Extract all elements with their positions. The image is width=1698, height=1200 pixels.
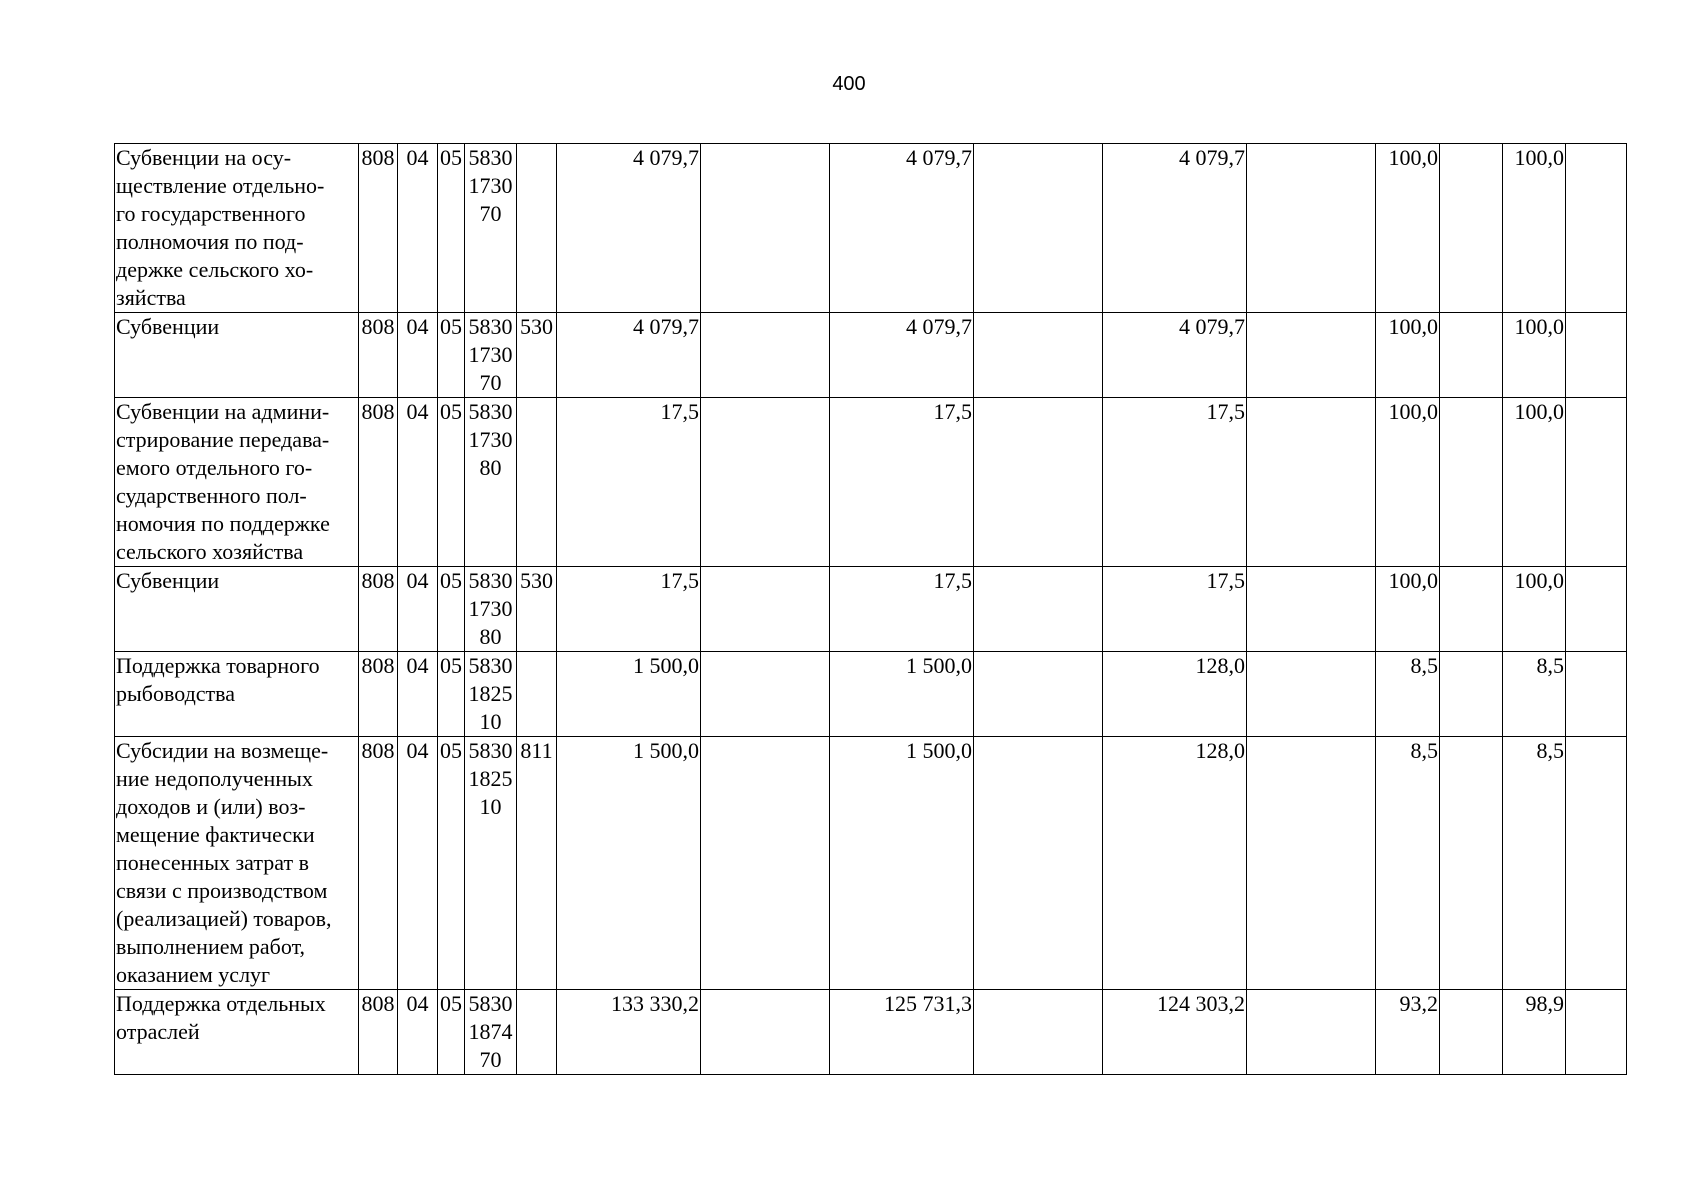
row-gr-code: 808 [359,398,398,567]
row-percent-1: 8,5 [1376,652,1440,737]
row-percent-2: 100,0 [1503,313,1566,398]
row-name-line: Субвенции на осу- [116,145,292,170]
row-empty-3 [1247,567,1376,652]
row-value-3: 4 079,7 [1103,313,1247,398]
row-gr-code: 808 [359,144,398,313]
row-empty-1 [701,313,830,398]
row-name-line: зяйства [116,285,186,310]
csr-code-part: 70 [479,1047,502,1072]
row-empty-4 [1440,990,1503,1075]
row-value-3: 128,0 [1103,652,1247,737]
row-empty-5 [1566,990,1627,1075]
row-percent-1: 100,0 [1376,567,1440,652]
row-csr-code [465,567,517,652]
row-csr-code [465,990,517,1075]
row-empty-3 [1247,737,1376,990]
row-value-2: 1 500,0 [830,737,974,990]
row-rz-code: 04 [398,737,438,990]
row-percent-1: 93,2 [1376,990,1440,1075]
table-row [115,990,1627,1075]
row-empty-5 [1566,652,1627,737]
csr-code-part: 10 [479,709,502,734]
row-empty-4 [1440,567,1503,652]
row-vr-code: 811 [517,737,557,990]
csr-code-part: 1730 [468,342,513,367]
row-empty-2 [974,144,1103,313]
row-empty-3 [1247,144,1376,313]
row-gr-code: 808 [359,652,398,737]
csr-code-part: 1730 [468,596,513,621]
table-row [115,567,1627,652]
row-name-line: полномочия по под- [116,229,304,254]
row-pr-code: 05 [438,567,465,652]
csr-code-part: 80 [479,624,502,649]
row-value-3: 124 303,2 [1103,990,1247,1075]
row-csr-code [465,737,517,990]
row-vr-code [517,144,557,313]
row-percent-2: 98,9 [1503,990,1566,1075]
row-rz-code: 04 [398,990,438,1075]
row-empty-1 [701,737,830,990]
csr-code-part: 1730 [468,173,513,198]
row-name-line: держке сельского хо- [116,257,314,282]
row-name-line: отраслей [116,1019,200,1044]
row-vr-code: 530 [517,313,557,398]
row-name-line: Поддержка отдельных [116,991,326,1016]
budget-table [114,143,1627,1075]
row-rz-code: 04 [398,144,438,313]
row-name-line: рыбоводства [116,681,236,706]
row-name-line: Субвенции [116,568,220,593]
row-value-2: 4 079,7 [830,144,974,313]
row-name-line: сельского хозяйства [116,539,304,564]
row-csr-code [465,144,517,313]
page-number: 400 [832,73,866,95]
row-name-line: го государственного [116,201,306,226]
row-empty-5 [1566,144,1627,313]
row-name-line: Субсидии на возмеще- [116,738,329,763]
row-pr-code: 05 [438,652,465,737]
row-pr-code: 05 [438,144,465,313]
row-gr-code: 808 [359,737,398,990]
row-name-line: номочия по поддержке [116,511,330,536]
row-percent-2: 100,0 [1503,398,1566,567]
row-name-line: связи с производством [116,878,328,903]
row-empty-5 [1566,313,1627,398]
csr-code-part: 1825 [468,766,513,791]
row-rz-code: 04 [398,652,438,737]
row-empty-5 [1566,398,1627,567]
row-percent-2: 100,0 [1503,567,1566,652]
row-empty-4 [1440,398,1503,567]
table-row [115,313,1627,398]
row-pr-code: 05 [438,737,465,990]
row-empty-5 [1566,737,1627,990]
csr-code-part: 5830 [468,314,513,339]
row-value-1: 17,5 [557,398,701,567]
row-name-line: Субвенции [116,314,220,339]
row-percent-2: 8,5 [1503,652,1566,737]
csr-code-part: 5830 [468,738,513,763]
row-gr-code: 808 [359,990,398,1075]
row-value-2: 125 731,3 [830,990,974,1075]
row-value-1: 1 500,0 [557,737,701,990]
row-value-3: 17,5 [1103,567,1247,652]
row-empty-2 [974,652,1103,737]
table-row [115,398,1627,567]
row-pr-code: 05 [438,990,465,1075]
row-value-2: 17,5 [830,567,974,652]
csr-code-part: 1874 [468,1019,513,1044]
row-name-line: Субвенции на админи- [116,399,330,424]
row-empty-2 [974,990,1103,1075]
row-empty-2 [974,313,1103,398]
row-vr-code [517,652,557,737]
row-percent-1: 8,5 [1376,737,1440,990]
row-name-cell [115,990,359,1075]
row-empty-3 [1247,652,1376,737]
row-name-cell [115,144,359,313]
row-value-1: 133 330,2 [557,990,701,1075]
row-value-1: 1 500,0 [557,652,701,737]
row-value-1: 4 079,7 [557,144,701,313]
row-name-line: доходов и (или) воз- [116,794,306,819]
csr-code-part: 10 [479,794,502,819]
row-empty-1 [701,652,830,737]
row-name-cell [115,652,359,737]
csr-code-part: 5830 [468,653,513,678]
csr-code-part: 70 [479,201,502,226]
row-empty-1 [701,567,830,652]
row-empty-2 [974,398,1103,567]
csr-code-part: 5830 [468,991,513,1016]
row-name-cell [115,313,359,398]
row-value-3: 4 079,7 [1103,144,1247,313]
row-percent-1: 100,0 [1376,144,1440,313]
row-percent-2: 100,0 [1503,144,1566,313]
row-empty-2 [974,737,1103,990]
csr-code-part: 1825 [468,681,513,706]
row-vr-code [517,398,557,567]
row-empty-5 [1566,567,1627,652]
row-value-2: 4 079,7 [830,313,974,398]
row-empty-1 [701,144,830,313]
row-name-line: ние недополученных [116,766,313,791]
row-pr-code: 05 [438,398,465,567]
csr-code-part: 80 [479,455,502,480]
row-name-line: оказанием услуг [116,962,271,987]
row-name-line: выполнением работ, [116,934,306,959]
row-name-line: стрирование передава- [116,427,330,452]
row-value-3: 17,5 [1103,398,1247,567]
row-name-line: понесенных затрат в [116,850,309,875]
row-value-3: 128,0 [1103,737,1247,990]
row-empty-2 [974,567,1103,652]
row-value-2: 17,5 [830,398,974,567]
row-percent-1: 100,0 [1376,313,1440,398]
row-name-line: ществление отдельно- [116,173,325,198]
row-percent-1: 100,0 [1376,398,1440,567]
row-empty-3 [1247,398,1376,567]
row-gr-code: 808 [359,567,398,652]
table-row [115,737,1627,990]
row-empty-1 [701,990,830,1075]
row-rz-code: 04 [398,398,438,567]
row-gr-code: 808 [359,313,398,398]
row-value-2: 1 500,0 [830,652,974,737]
row-name-cell [115,398,359,567]
csr-code-part: 5830 [468,145,513,170]
row-empty-4 [1440,652,1503,737]
table-row [115,144,1627,313]
row-name-line: (реализацией) товаров, [116,906,332,931]
row-name-line: сударственного пол- [116,483,307,508]
csr-code-part: 5830 [468,568,513,593]
row-name-line: мещение фактически [116,822,315,847]
row-csr-code [465,398,517,567]
row-csr-code [465,652,517,737]
row-empty-1 [701,398,830,567]
row-empty-3 [1247,313,1376,398]
row-rz-code: 04 [398,313,438,398]
row-rz-code: 04 [398,567,438,652]
row-vr-code: 530 [517,567,557,652]
csr-code-part: 70 [479,370,502,395]
row-value-1: 17,5 [557,567,701,652]
row-empty-3 [1247,990,1376,1075]
row-name-line: Поддержка товарного [116,653,320,678]
row-name-cell [115,737,359,990]
row-name-line: емого отдельного го- [116,455,313,480]
row-value-1: 4 079,7 [557,313,701,398]
table-row [115,652,1627,737]
csr-code-part: 5830 [468,399,513,424]
row-vr-code [517,990,557,1075]
row-pr-code: 05 [438,313,465,398]
row-empty-4 [1440,737,1503,990]
csr-code-part: 1730 [468,427,513,452]
row-percent-2: 8,5 [1503,737,1566,990]
row-csr-code [465,313,517,398]
row-empty-4 [1440,144,1503,313]
row-empty-4 [1440,313,1503,398]
row-name-cell [115,567,359,652]
